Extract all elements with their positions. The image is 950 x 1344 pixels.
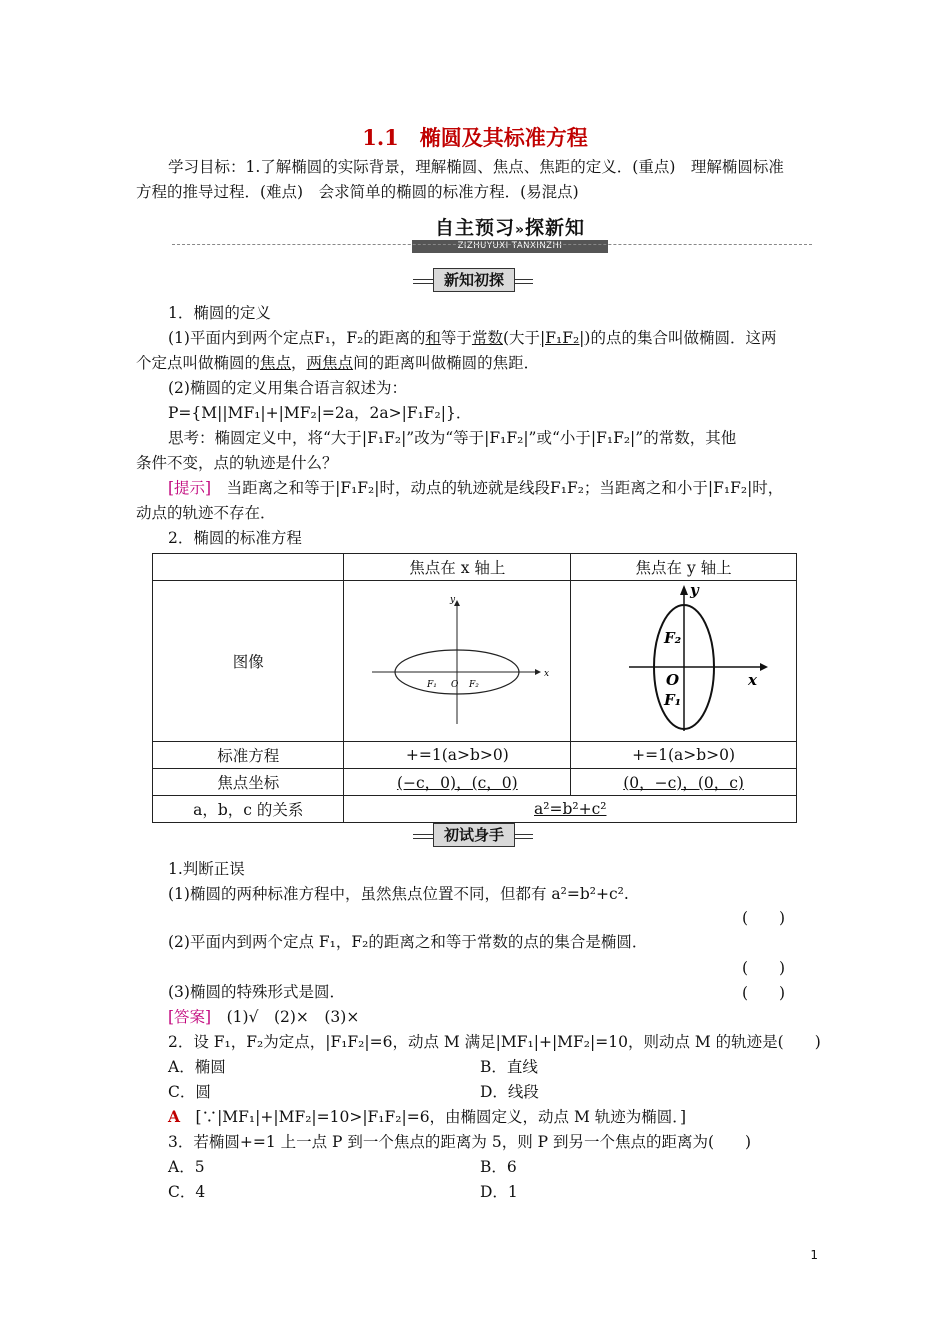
tag-new-knowledge-label: 新知初探 xyxy=(433,268,515,292)
banner-head-2: 探新知 xyxy=(525,217,586,239)
section-banner xyxy=(412,213,608,253)
page-title: 1.1 椭圆及其标准方程 xyxy=(362,125,588,150)
focus-y: (0，−c)，(0，c) xyxy=(623,774,744,792)
eq-x: +=1(a>b>0) xyxy=(344,742,571,769)
q2-option-a: A．椭圆 xyxy=(168,1058,226,1076)
f1-label: F₁ xyxy=(663,691,681,709)
q1-item-1: (1)椭圆的两种标准方程中，虽然焦点位置不同，但都有 a²=b²+c². xyxy=(168,885,629,903)
think-line-2: 条件不变，点的轨迹是什么？ xyxy=(136,454,338,472)
tag-first-try-label: 初试身手 xyxy=(433,823,515,847)
banner-head: 自主预习 xyxy=(434,217,515,239)
answer-blank: ( ) xyxy=(742,984,786,1002)
goals-line-2: 方程的推导过程．(难点) 会求简单的椭圆的标准方程．(易混点) xyxy=(136,183,579,201)
goals-line-1: 学习目标：1.了解椭圆的实际背景，理解椭圆、焦点、焦距的定义．(重点) 理解椭圆标准 xyxy=(168,158,784,176)
fig-ellipse-x xyxy=(344,581,571,742)
q1-answer: [答案] (1)√ (2)× (3)× xyxy=(168,1008,360,1026)
q3-stem: 3．若椭圆+=1 上一点 P 到一个焦点的距离为 5，则 P 到另一个焦点的距离为( ) xyxy=(168,1133,752,1151)
divider xyxy=(172,244,812,245)
f2-label: F₂ xyxy=(469,680,480,690)
def-p1-cont: 个定点叫做椭圆的焦点，两焦点间的距离叫做椭圆的焦距． xyxy=(136,354,540,372)
y-axis-label: y xyxy=(689,581,699,599)
row-focus-label: 焦点坐标 xyxy=(153,769,344,796)
def-p2: (2)椭圆的定义用集合语言叙述为： xyxy=(168,379,407,397)
def-heading: 1．椭圆的定义 xyxy=(168,304,271,322)
ellipse-x-graph xyxy=(357,584,557,734)
row-eq-label: 标准方程 xyxy=(153,742,344,769)
origin-label: O xyxy=(665,671,679,689)
chevron-icon: » xyxy=(514,222,526,238)
page-number: 1 xyxy=(810,1248,818,1262)
banner-sub: ZIZHUYUXI TANXINZHI xyxy=(412,240,608,253)
fig-ellipse-y xyxy=(571,581,797,742)
q2-option-c: C．圆 xyxy=(168,1083,211,1101)
def-p3: P={M||MF₁|+|MF₂|=2a，2a>|F₁F₂|}． xyxy=(168,404,472,422)
y-axis-label: y xyxy=(450,595,456,605)
q2-option-b: B．直线 xyxy=(480,1058,538,1076)
std-equation-table xyxy=(152,553,797,823)
tag-first-try xyxy=(413,823,533,847)
row-rel-label: a，b，c 的关系 xyxy=(153,796,344,823)
q3-option-a: A．5 xyxy=(168,1158,205,1176)
def-p1: (1)平面内到两个定点F₁，F₂的距离的和等于常数(大于|F₁F₂|)的点的集合叫做椭圆．这两 xyxy=(168,329,777,347)
f2-label: F₂ xyxy=(663,629,681,647)
think-line-1: 思考：椭圆定义中，将“大于|F₁F₂|”改为“等于|F₁F₂|”或“小于|F₁F₂|”的常数，其他 xyxy=(168,429,737,447)
q2-answer: A [∵|MF₁|+|MF₂|=10>|F₁F₂|=6，由椭圆定义，动点 M 轨迹为椭圆．] xyxy=(168,1107,687,1126)
origin-label: O xyxy=(451,680,459,690)
f1-label: F₁ xyxy=(427,680,438,690)
hint-tag: [提示] xyxy=(168,479,212,497)
q2-option-d: D．线段 xyxy=(480,1083,539,1101)
eq-y: +=1(a>b>0) xyxy=(571,742,797,769)
x-axis-label: x xyxy=(747,671,757,689)
q3-option-b: B．6 xyxy=(480,1158,517,1176)
col-focus-x: 焦点在 x 轴上 xyxy=(344,554,571,581)
relation: a²=b²+c² xyxy=(534,800,607,818)
q1-heading: 1.判断正误 xyxy=(168,860,245,878)
tag-new-knowledge xyxy=(413,268,533,292)
q2-stem: 2．设 F₁，F₂为定点，|F₁F₂|=6，动点 M 满足|MF₁|+|MF₂|=10，则动点 M 的轨迹是( ) xyxy=(168,1033,821,1051)
hint-line-1: [提示] 当距离之和等于|F₁F₂|时，动点的轨迹就是线段F₁F₂；当距离之和小于|F₁F₂|时， xyxy=(168,479,784,497)
q1-item-2: (2)平面内到两个定点 F₁，F₂的距离之和等于常数的点的集合是椭圆． xyxy=(168,933,648,951)
ellipse-y-graph xyxy=(584,581,784,737)
answer-tag: [答案] xyxy=(168,1008,212,1026)
q1-item-3: (3)椭圆的特殊形式是圆． xyxy=(168,983,345,1001)
answer-letter: A xyxy=(168,1107,181,1126)
std-heading: 2．椭圆的标准方程 xyxy=(168,529,302,547)
q3-option-c: C．4 xyxy=(168,1183,206,1201)
hint-line-2: 动点的轨迹不存在． xyxy=(136,504,276,522)
answer-blank: ( ) xyxy=(742,909,786,927)
q3-option-d: D．1 xyxy=(480,1183,518,1201)
col-focus-y: 焦点在 y 轴上 xyxy=(571,554,797,581)
row-image-label: 图像 xyxy=(153,581,344,742)
answer-blank: ( ) xyxy=(742,959,786,977)
focus-x: (−c，0)，(c，0) xyxy=(396,774,518,792)
x-axis-label: x xyxy=(544,669,550,679)
